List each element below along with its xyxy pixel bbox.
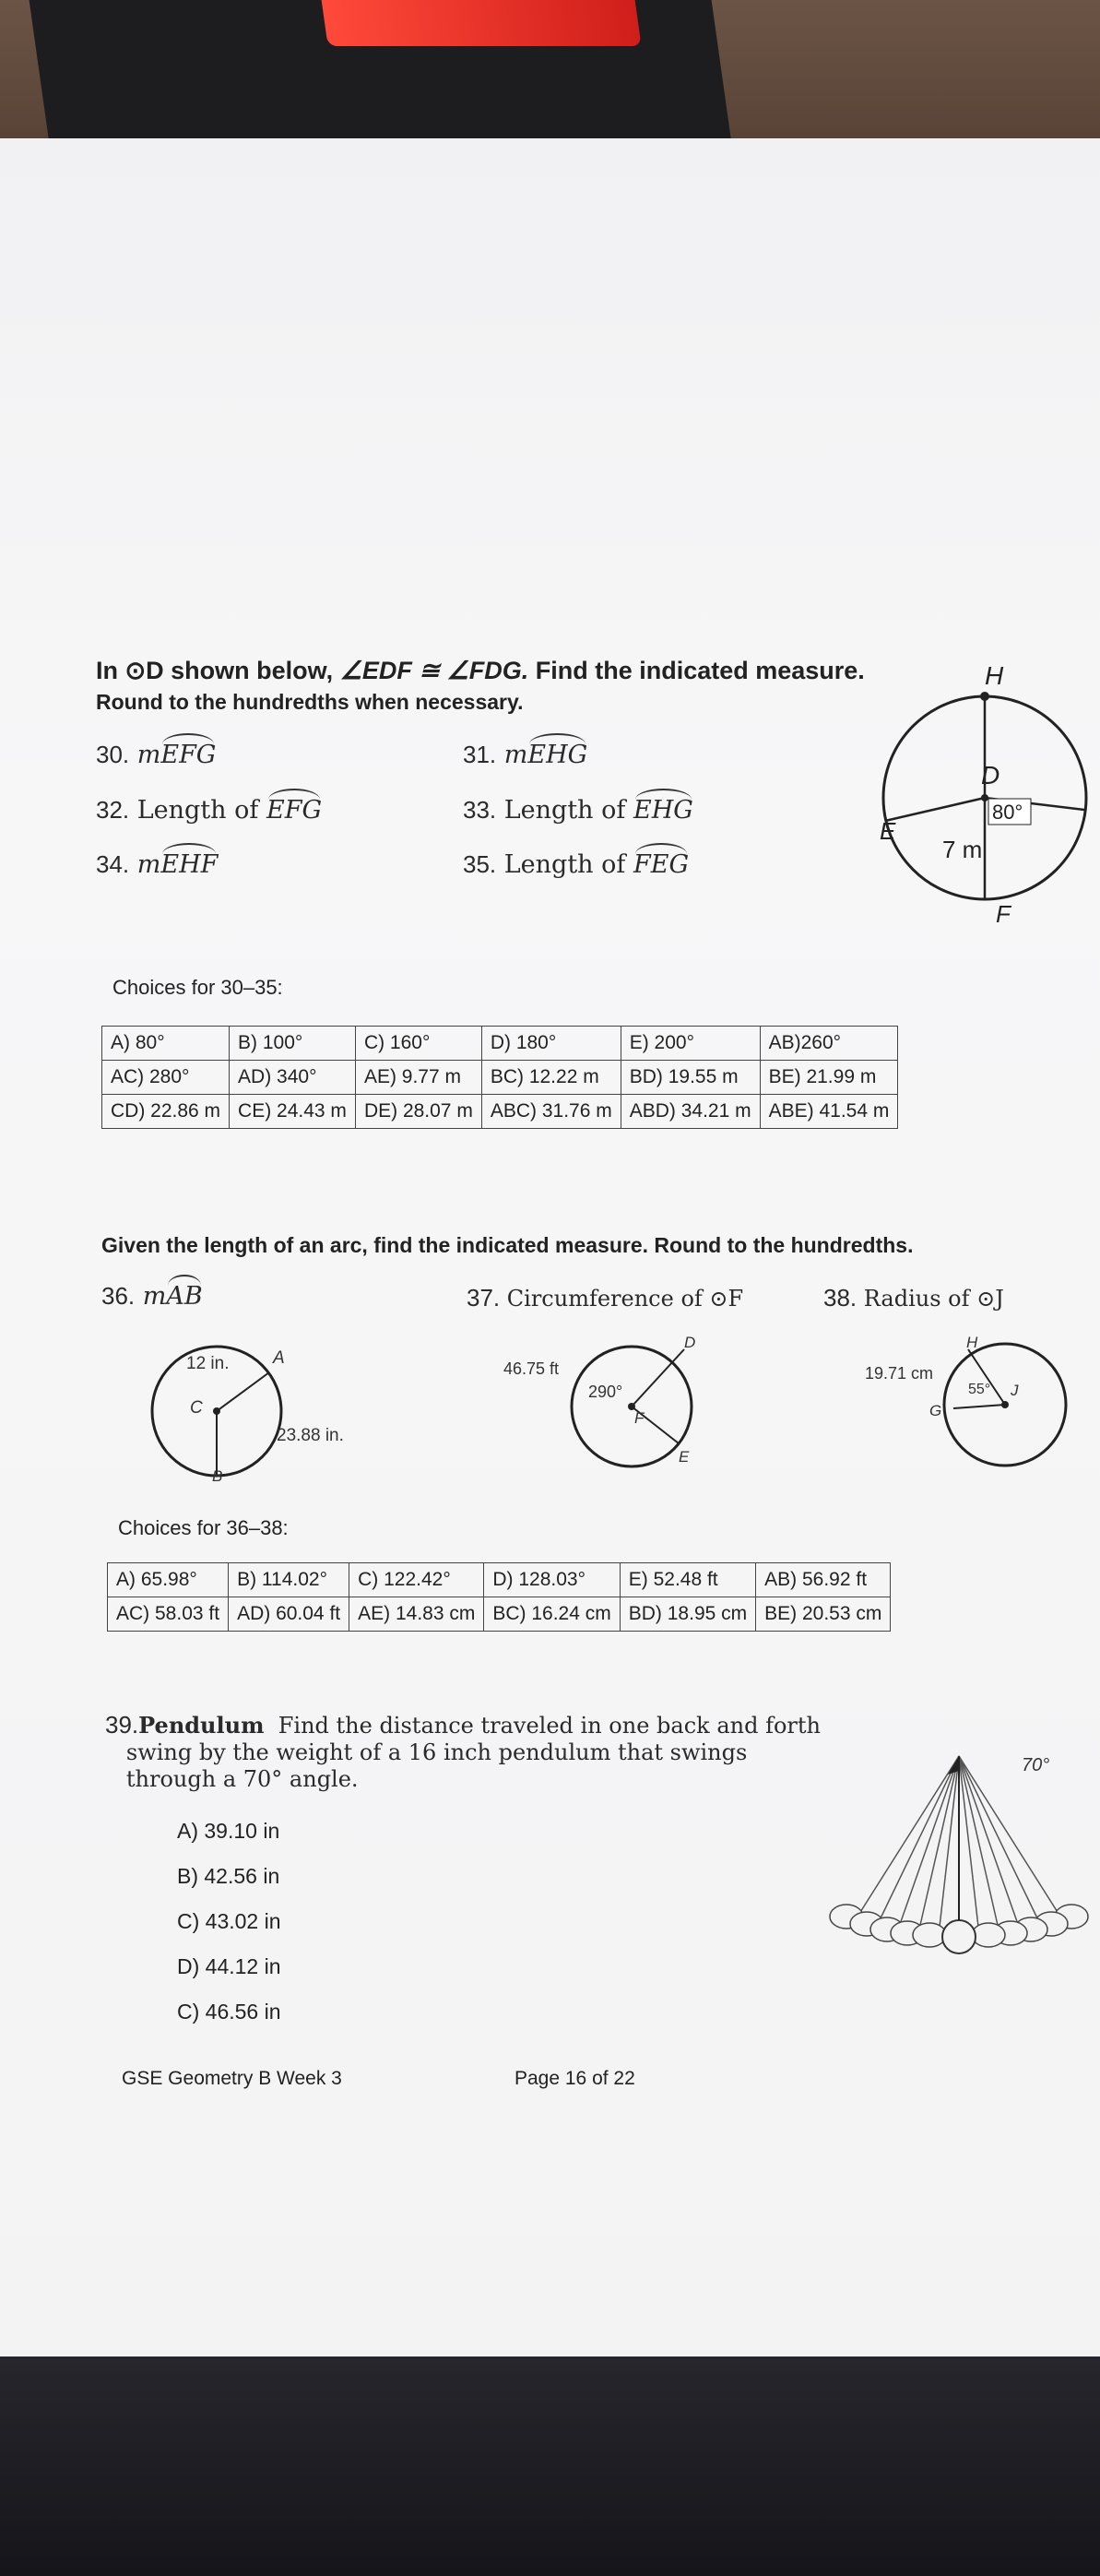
choice-cell: B) 114.02° [229,1563,349,1597]
choice-cell: CD) 22.86 m [102,1095,230,1129]
label-55: 55° [968,1382,991,1397]
label-e37: E [679,1448,690,1466]
choice-cell: A) 65.98° [108,1563,229,1597]
label-d37: D [684,1334,696,1351]
choice-cell: BE) 21.99 m [760,1061,898,1095]
label-j38: J [1011,1382,1019,1399]
label-d: D [981,761,1000,789]
question-36: 36. mAB [101,1282,203,1311]
choices-36-38-title: Choices for 36–38: [118,1516,289,1539]
question-30: 30. mEFG [96,741,217,769]
instruction-heading: In ⊙D shown below, ∠EDF ≅ ∠FDG. Find the indicated measure. [96,657,865,684]
choice-cell: ABE) 41.54 m [760,1095,898,1129]
label-f: F [996,900,1011,928]
point-d [981,794,988,801]
choice-cell: AD) 340° [230,1061,356,1095]
figure-38-circle-j [858,1333,1088,1471]
choices-row [108,1597,891,1632]
label-f37: F [634,1409,645,1427]
question-39: 39.Pendulum Find the distance traveled in one back and forth swing by the weight of a 16 inch pendulum that swings through a 70° angle. [105,1711,821,1792]
choices-row [102,1061,898,1095]
label-12in: 12 in. [186,1354,230,1373]
choice-cell: CE) 24.43 m [230,1095,356,1129]
label-radius: 7 m [942,836,983,863]
arc-instruction: Given the length of an arc, find the indicated measure. Round to the hundredths. [101,1233,914,1257]
point-h [980,692,989,701]
question-37: 37. Circumference of ⊙F [467,1284,744,1312]
choice-cell: AE) 14.83 cm [349,1597,484,1632]
label-h38: H [966,1334,978,1351]
choice-cell: BC) 12.22 m [481,1061,621,1095]
answer-d: D) 44.12 in [177,1954,281,1978]
choice-cell: AE) 9.77 m [355,1061,481,1095]
choice-cell: ABC) 31.76 m [481,1095,621,1129]
label-g38: G [929,1402,942,1419]
choices-row [102,1027,898,1061]
choices-row [102,1095,898,1129]
choice-cell: BC) 16.24 cm [484,1597,620,1632]
question-31: 31. mEHG [463,741,588,769]
dark-background [0,2356,1100,2576]
label-19-71cm: 19.71 cm [865,1364,934,1383]
choices-table-30-35 [101,1026,898,1129]
footer-course: GSE Geometry B Week 3 [122,2068,342,2089]
question-38: 38. Radius of ⊙J [823,1284,1004,1312]
footer-page: Page 16 of 22 [515,2068,635,2089]
choice-cell: A) 80° [102,1027,230,1061]
question-34: 34. mEHF [96,850,219,879]
circle-d-diagram [867,661,1100,928]
radius-de [885,798,985,821]
label-46-75ft: 46.75 ft [503,1359,560,1378]
choice-cell: C) 122.42° [349,1563,484,1597]
choice-cell: E) 52.48 ft [620,1563,755,1597]
question-32: 32. Length of EFG [96,796,323,825]
question-33: 33. Length of EHG [463,796,693,825]
choice-cell: C) 160° [355,1027,481,1061]
choice-cell: AC) 58.03 ft [108,1597,229,1632]
device-red-accent [317,0,641,46]
label-23-88in: 23.88 in. [277,1426,344,1445]
answer-b: B) 42.56 in [177,1864,280,1888]
choices-row [108,1563,891,1597]
choice-cell: AC) 280° [102,1061,230,1095]
pendulum-figure [821,1743,1097,1974]
choices-30-35-title: Choices for 30–35: [112,976,283,999]
choice-cell: ABD) 34.21 m [621,1095,760,1129]
figure-37-circle-f [498,1333,719,1471]
choice-cell: BD) 19.55 m [621,1061,760,1095]
label-b: B [212,1467,223,1485]
choice-cell: AB)260° [760,1027,898,1061]
figure-36-circle-c [138,1337,344,1494]
label-a: A [273,1348,285,1368]
choice-cell: BE) 20.53 cm [756,1597,891,1632]
choice-cell: AB) 56.92 ft [756,1563,891,1597]
choices-table-36-38 [107,1562,891,1632]
label-290: 290° [588,1383,623,1401]
choice-cell: E) 200° [621,1027,760,1061]
question-35: 35. Length of FEG [463,850,690,879]
rounding-note: Round to the hundredths when necessary. [96,690,524,714]
choice-cell: BD) 18.95 cm [620,1597,755,1632]
label-70: 70° [1022,1755,1050,1775]
choice-cell: D) 180° [481,1027,621,1061]
choice-cell: D) 128.03° [484,1563,620,1597]
choice-cell: AD) 60.04 ft [229,1597,349,1632]
answer-c: C) 43.02 in [177,1909,281,1933]
label-h: H [985,661,1004,690]
answer-e: C) 46.56 in [177,2000,281,2024]
label-c: C [190,1398,203,1418]
choice-cell: B) 100° [230,1027,356,1061]
choice-cell: DE) 28.07 m [355,1095,481,1129]
answer-a: A) 39.10 in [177,1819,280,1843]
label-e: E [880,817,896,845]
angle-80-label: 80° [992,801,1023,824]
